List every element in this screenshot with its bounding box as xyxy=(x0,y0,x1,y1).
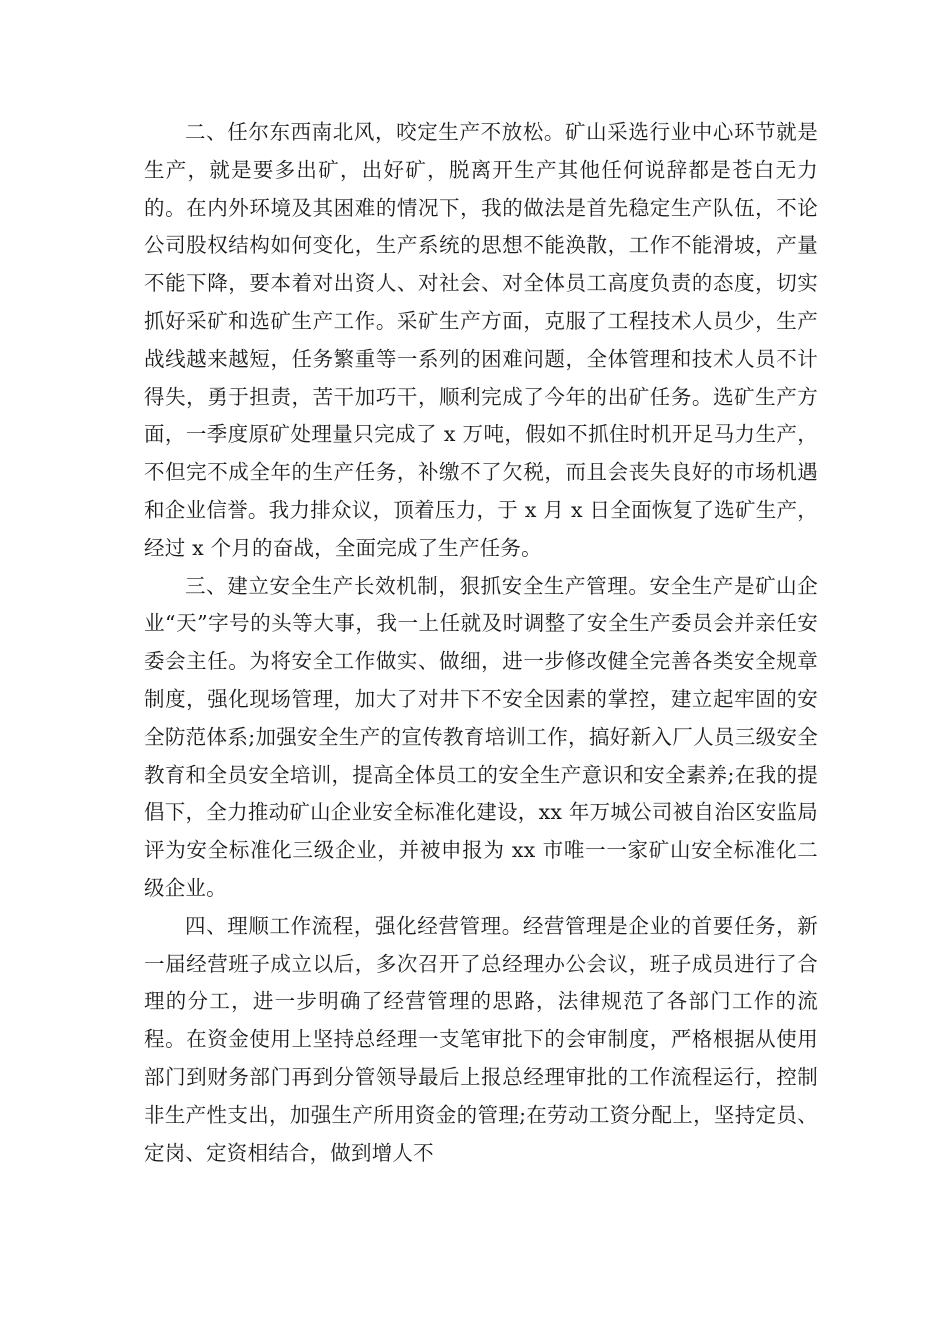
paragraph-safety: 三、建立安全生产长效机制，狠抓安全生产管理。安全生产是矿山企业“天”字号的头等大事，我一上任就及时调整了安全生产委员会并亲任安委会主任。为将安全工作做实、做细，进一步修改健全完善各类安全规章制度，强化现场管理，加大了对井下不安全因素的掌控，建立起牢固的安全防范体系;加强安全生产的宣传教育培训工作，搞好新入厂人员三级安全教育和全员安全培训，提高全体员工的安全生产意识和安全素养;在我的提倡下，全力推动矿山企业安全标准化建设，xx 年万城公司被自治区安监局评为安全标准化三级企业，并被申报为 xx 市唯一一家矿山安全标准化二级企业。 xyxy=(144,573,818,900)
document-body xyxy=(144,114,818,1172)
paragraph-management: 四、理顺工作流程，强化经营管理。经营管理是企业的首要任务，新一届经营班子成立以后，多次召开了总经理办公会议，班子成员进行了合理的分工，进一步明确了经营管理的思路，法律规范了各部门工作的流程。在资金使用上坚持总经理一支笔审批下的会审制度，严格根据从使用部门到财务部门再到分管领导最后上报总经理审批的工作流程运行，控制非生产性支出，加强生产所用资金的管理;在劳动工资分配上，坚持定员、定岗、定资相结合，做到增人不 xyxy=(144,913,818,1165)
paragraph-production: 二、任尔东西南北风，咬定生产不放松。矿山采选行业中心环节就是生产，就是要多出矿，出好矿，脱离开生产其他任何说辞都是苍白无力的。在内外环境及其困难的情况下，我的做法是首先稳定生产队伍，不论公司股权结构如何变化，生产系统的思想不能涣散，工作不能滑坡，产量不能下降，要本着对出资人、对社会、对全体员工高度负责的态度，切实抓好采矿和选矿生产工作。采矿生产方面，克服了工程技术人员少，生产战线越来越短，任务繁重等一系列的困难问题，全体管理和技术人员不计得失，勇于担责，苦干加巧干，顺利完成了今年的出矿任务。选矿生产方面，一季度原矿处理量只完成了 x 万吨，假如不抓住时机开足马力生产，不但完不成全年的生产任务，补缴不了欠税，而且会丧失良好的市场机遇和企业信誉。我力排众议，顶着压力，于 x 月 x 日全面恢复了选矿生产，经过 x 个月的奋战，全面完成了生产任务。 xyxy=(144,120,818,560)
